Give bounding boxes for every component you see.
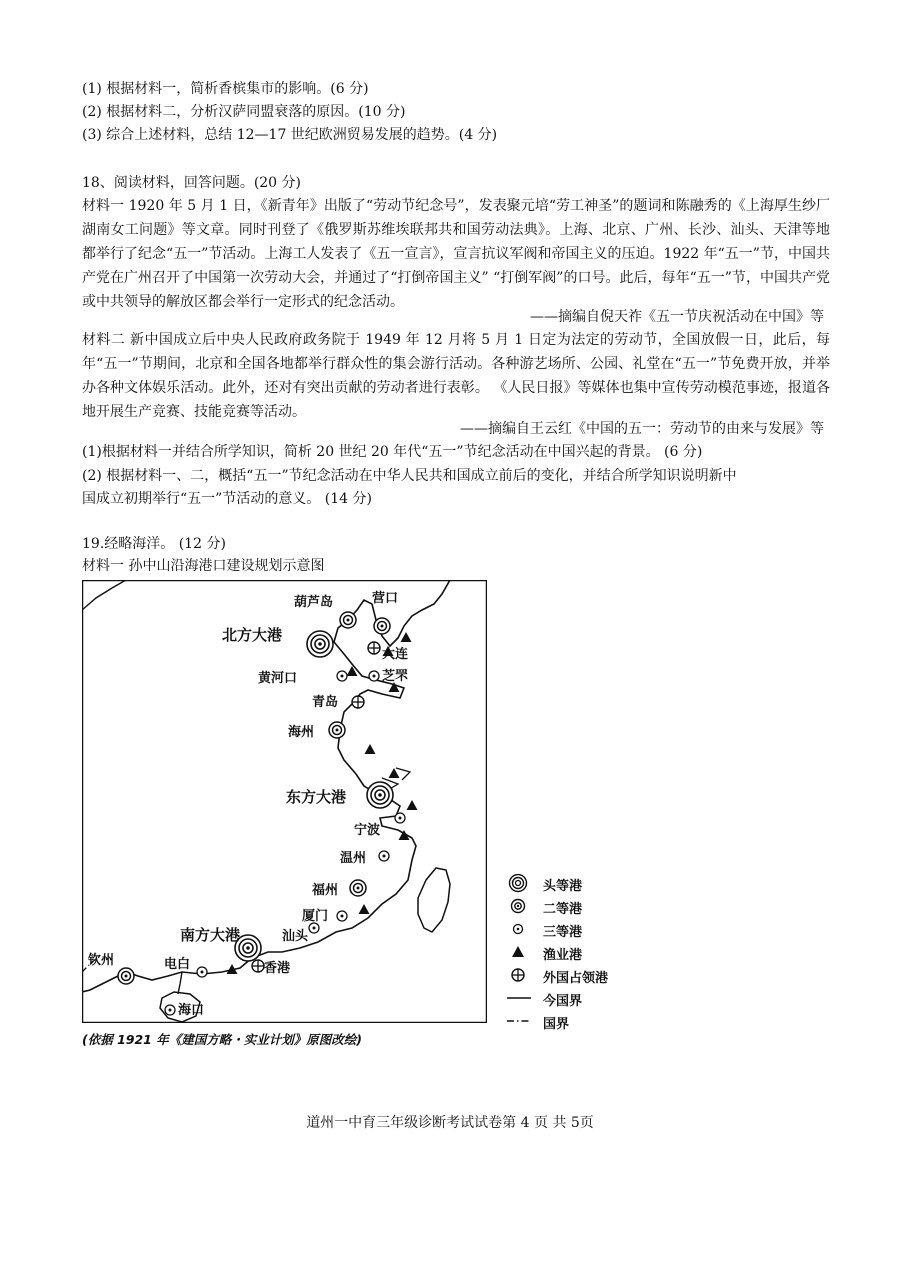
- q18-question-1: (1)根据材料一并结合所学知识，简析 20 世纪 20 年代“五一”节纪念活动在中国兴起的背景。 (6 分): [82, 444, 703, 460]
- fishing-port-icon: [505, 943, 535, 963]
- label-huanghekou: 黄河口: [258, 671, 298, 686]
- label-huludao: 葫芦岛: [294, 595, 334, 610]
- label-xiamen: 厦门: [302, 909, 329, 924]
- port-dianbai: [197, 967, 207, 977]
- q17-subquestion-3: (3) 综合上述材料，总结 12—17 世纪欧洲贸易发展的趋势。(4 分): [82, 127, 498, 143]
- label-haikou: 海口: [178, 1003, 205, 1018]
- second-class-port-icon: [505, 897, 535, 917]
- legend-row: [505, 964, 685, 987]
- label-shantou: 汕头: [282, 929, 309, 944]
- port-zhifu: [369, 671, 379, 681]
- label-qingdao: 青岛: [312, 695, 339, 710]
- q19-material-title: 材料一 孙中山沿海港口建设规划示意图: [82, 558, 325, 574]
- q18-question-2-line-1: (2) 根据材料一、二，概括“五一”节纪念活动在中华人民共和国成立前后的变化，并结合所学知识说明新中: [82, 468, 737, 484]
- port-huanghekou: [337, 671, 347, 681]
- port-wenzhou: [379, 851, 389, 861]
- port-xiamen: [337, 911, 347, 921]
- label-north-big-port: 北方大港: [222, 626, 283, 644]
- legend-row: [505, 918, 685, 941]
- third-class-port-icon: [505, 920, 535, 940]
- port-north-big: [307, 631, 333, 657]
- q19-heading: 19.经略海洋。 (12 分): [82, 536, 226, 552]
- port-qingdao-foreign: [352, 696, 364, 708]
- label-dalian: 大连: [382, 647, 409, 662]
- foreign-occupied-port-icon: [505, 966, 535, 986]
- port-qinzhou: [118, 968, 134, 984]
- port-dalian-foreign: [368, 642, 380, 654]
- map-legend: [505, 872, 685, 1033]
- port-shantou: [309, 923, 319, 933]
- label-dianbai: 电白: [164, 957, 191, 972]
- legend-row: [505, 987, 685, 1010]
- label-south-big-port: 南方大港: [180, 926, 241, 944]
- port-haikou: [165, 1005, 175, 1015]
- label-qinzhou: 钦州: [88, 953, 115, 968]
- legend-label: 头等港: [543, 879, 583, 894]
- q17-subquestion-1: (1) 根据材料一，简析香槟集市的影响。(6 分): [82, 81, 369, 97]
- legend-label: 二等港: [543, 902, 583, 917]
- label-fuzhou: 福州: [312, 883, 339, 898]
- label-xianggang: 香港: [264, 961, 291, 976]
- q17-subquestion-2: (2) 根据材料二，分析汉萨同盟衰落的原因。(10 分): [82, 104, 406, 120]
- label-wenzhou: 温州: [340, 851, 367, 866]
- q18-material-1: 材料一 1920 年 5 月 1 日，《新青年》出版了“劳动节纪念号”，发表聚元培“劳工神圣”的题词和陈融秀的《上海厚生纱厂湖南女工问题》等文章。同时刊登了《俄罗斯苏维埃联邦共和国劳动法典》。上海、北京、广州、长沙、汕头、天津等地都举行了纪念“五一”节活动。上海工人发表了《五一宣言》，宣言抗议军阀和帝国主义的压迫。1922 年“五一”节，中国共产党在广州召开了中国第一次劳动大会，并通过了“打倒帝国主义” “打倒军阀”的口号。此后，每年“五一”节，中国共产党或中共领导的解放区都会举行一定形式的纪念活动。: [82, 198, 830, 310]
- legend-label: 国界: [543, 1017, 570, 1032]
- legend-row: [505, 941, 685, 964]
- label-yingkou: 营口: [372, 591, 399, 606]
- historical-border-icon: [505, 1012, 535, 1032]
- label-east-big-port: 东方大港: [286, 788, 347, 806]
- q18-material-2: 材料二 新中国成立后中央人民政府政务院于 1949 年 12 月将 5 月 1 日定为法定的劳动节，全国放假一日，此后，每年“五一”节期间，北京和全国各地都举行群众性的集会游行活动。各种游艺场所、公园、礼堂在“五一”节免费开放，并举办各种文体娱乐活动。此外，还对有突出贡献的劳动者进行表彰。 《人民日报》等媒体也集中宣传劳动模范事迹，报道各地开展生产竞赛、技能竞赛等活动。: [82, 332, 830, 420]
- port-plan-map: [82, 580, 487, 1023]
- legend-row: [505, 895, 685, 918]
- label-haizhou: 海州: [288, 725, 315, 740]
- port-ningbo: [395, 813, 405, 823]
- q18-source-2: ——摘编自王云红《中国的五一：劳动节的由来与发展》等: [460, 421, 824, 437]
- label-zhifu: 芝罘: [382, 669, 409, 684]
- legend-label: 今国界: [543, 994, 583, 1009]
- legend-label: 渔业港: [543, 948, 583, 963]
- port-haizhou: [329, 722, 345, 738]
- port-yingkou: [374, 618, 390, 634]
- q18-source-1: ——摘编自倪天祚《五一节庆祝活动在中国》等: [530, 309, 824, 325]
- legend-row: [505, 1010, 685, 1033]
- label-ningbo: 宁波: [354, 823, 381, 838]
- port-xianggang-foreign: [252, 960, 264, 972]
- legend-label: 三等港: [543, 925, 583, 940]
- port-east-big: [367, 782, 393, 808]
- map-frame: [83, 581, 487, 1023]
- legend-row: [505, 872, 685, 895]
- first-class-port-icon: [505, 874, 535, 894]
- current-border-icon: [505, 989, 535, 1009]
- q18-heading: 18、阅读材料，回答问题。(20 分): [82, 175, 302, 191]
- legend-label: 外国占领港: [543, 971, 609, 986]
- page-footer: 道州一中育三年级诊断考试试卷第 4 页 共 5页: [306, 1115, 594, 1131]
- port-fuzhou: [350, 880, 366, 896]
- port-huludao: [340, 612, 356, 628]
- q18-question-2-line-2: 国成立初期举行“五一”节活动的意义。 (14 分): [82, 491, 372, 507]
- map-caption: (依据 1921 年《建国方略・实业计划》原图改绘): [82, 1032, 362, 1047]
